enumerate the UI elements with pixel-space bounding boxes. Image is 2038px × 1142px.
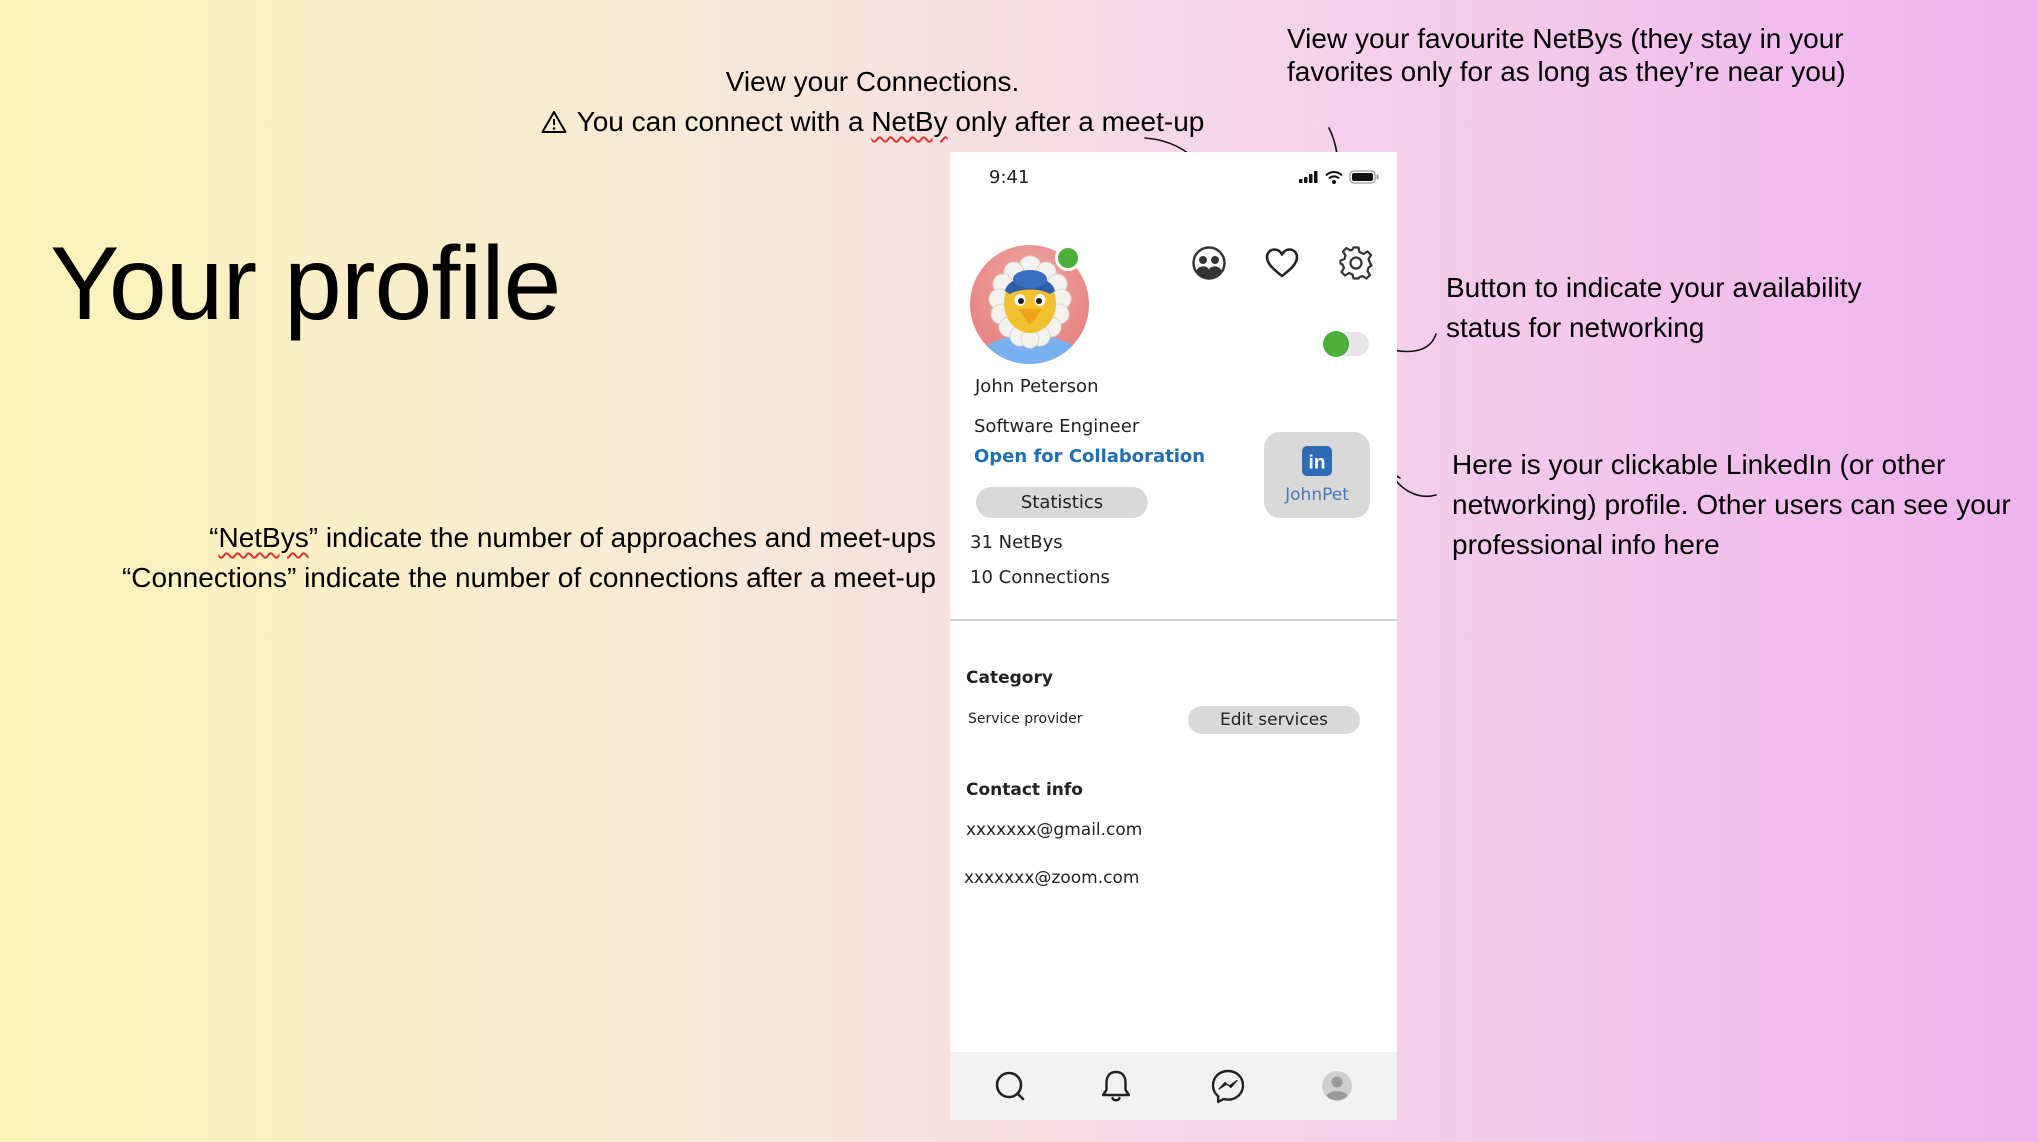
profile-icon[interactable] <box>1317 1066 1357 1106</box>
netbys-count: 31 NetBys <box>970 532 1063 553</box>
connections-count: 10 Connections <box>970 567 1110 588</box>
status-bar <box>950 152 1397 202</box>
category-value: Service provider <box>968 711 1083 727</box>
gear-icon[interactable] <box>1337 244 1375 282</box>
email-zoom: xxxxxxx@zoom.com <box>964 868 1140 888</box>
svg-text:in: in <box>1308 452 1326 474</box>
status-time: 9:41 <box>989 167 1030 188</box>
availability-annotation: Button to indicate your availability status for networking <box>1446 272 1862 343</box>
bottom-tab-bar <box>950 1052 1397 1120</box>
signal-icon <box>1299 171 1319 183</box>
job-title: Software Engineer <box>974 416 1140 437</box>
linkedin-annotation: Here is your clickable LinkedIn (or other networking) profile. Other users can see your professional info here <box>1452 449 2011 560</box>
heart-icon[interactable] <box>1263 244 1301 282</box>
connections-annotation-line2: You can connect with a NetBy only after a meet-up <box>520 102 1225 142</box>
slide-title: Your profile <box>50 226 561 342</box>
statistics-button[interactable]: Statistics <box>976 487 1148 518</box>
category-heading: Category <box>966 668 1053 688</box>
contact-info-heading: Contact info <box>966 780 1083 800</box>
section-divider <box>950 619 1397 621</box>
online-indicator <box>1055 245 1081 271</box>
messenger-icon[interactable] <box>1208 1066 1248 1106</box>
bell-icon[interactable] <box>1096 1066 1136 1106</box>
search-icon[interactable] <box>990 1066 1030 1106</box>
favourites-annotation: View your favourite NetBys (they stay in your favorites only for as long as they’re near you) <box>1287 23 1846 88</box>
collaboration-status: Open for Collaboration <box>974 446 1206 467</box>
netbys-annotation-line1: “NetBys” indicate the number of approaches and meet-ups <box>209 522 936 553</box>
linkedin-profile-button[interactable] <box>1264 432 1370 518</box>
edit-services-button[interactable]: Edit services <box>1188 706 1360 734</box>
phone-screen <box>950 152 1397 1120</box>
availability-toggle-knob[interactable] <box>1323 331 1349 357</box>
connections-annotation <box>520 62 1225 142</box>
email-gmail: xxxxxxx@gmail.com <box>966 820 1143 840</box>
battery-icon <box>1349 170 1379 184</box>
connections-icon[interactable] <box>1190 244 1228 282</box>
connections-count-annotation: “Connections” indicate the number of connections after a meet-up <box>121 562 936 593</box>
netbys-annotation <box>100 518 936 598</box>
linkedin-handle: JohnPet <box>1285 485 1349 505</box>
wifi-icon <box>1325 171 1343 184</box>
user-name: John Peterson <box>975 376 1099 397</box>
warning-icon <box>541 110 567 134</box>
linkedin-icon <box>1302 446 1332 476</box>
connections-annotation-line1: View your Connections. <box>725 66 1020 97</box>
availability-toggle[interactable] <box>1323 332 1369 356</box>
